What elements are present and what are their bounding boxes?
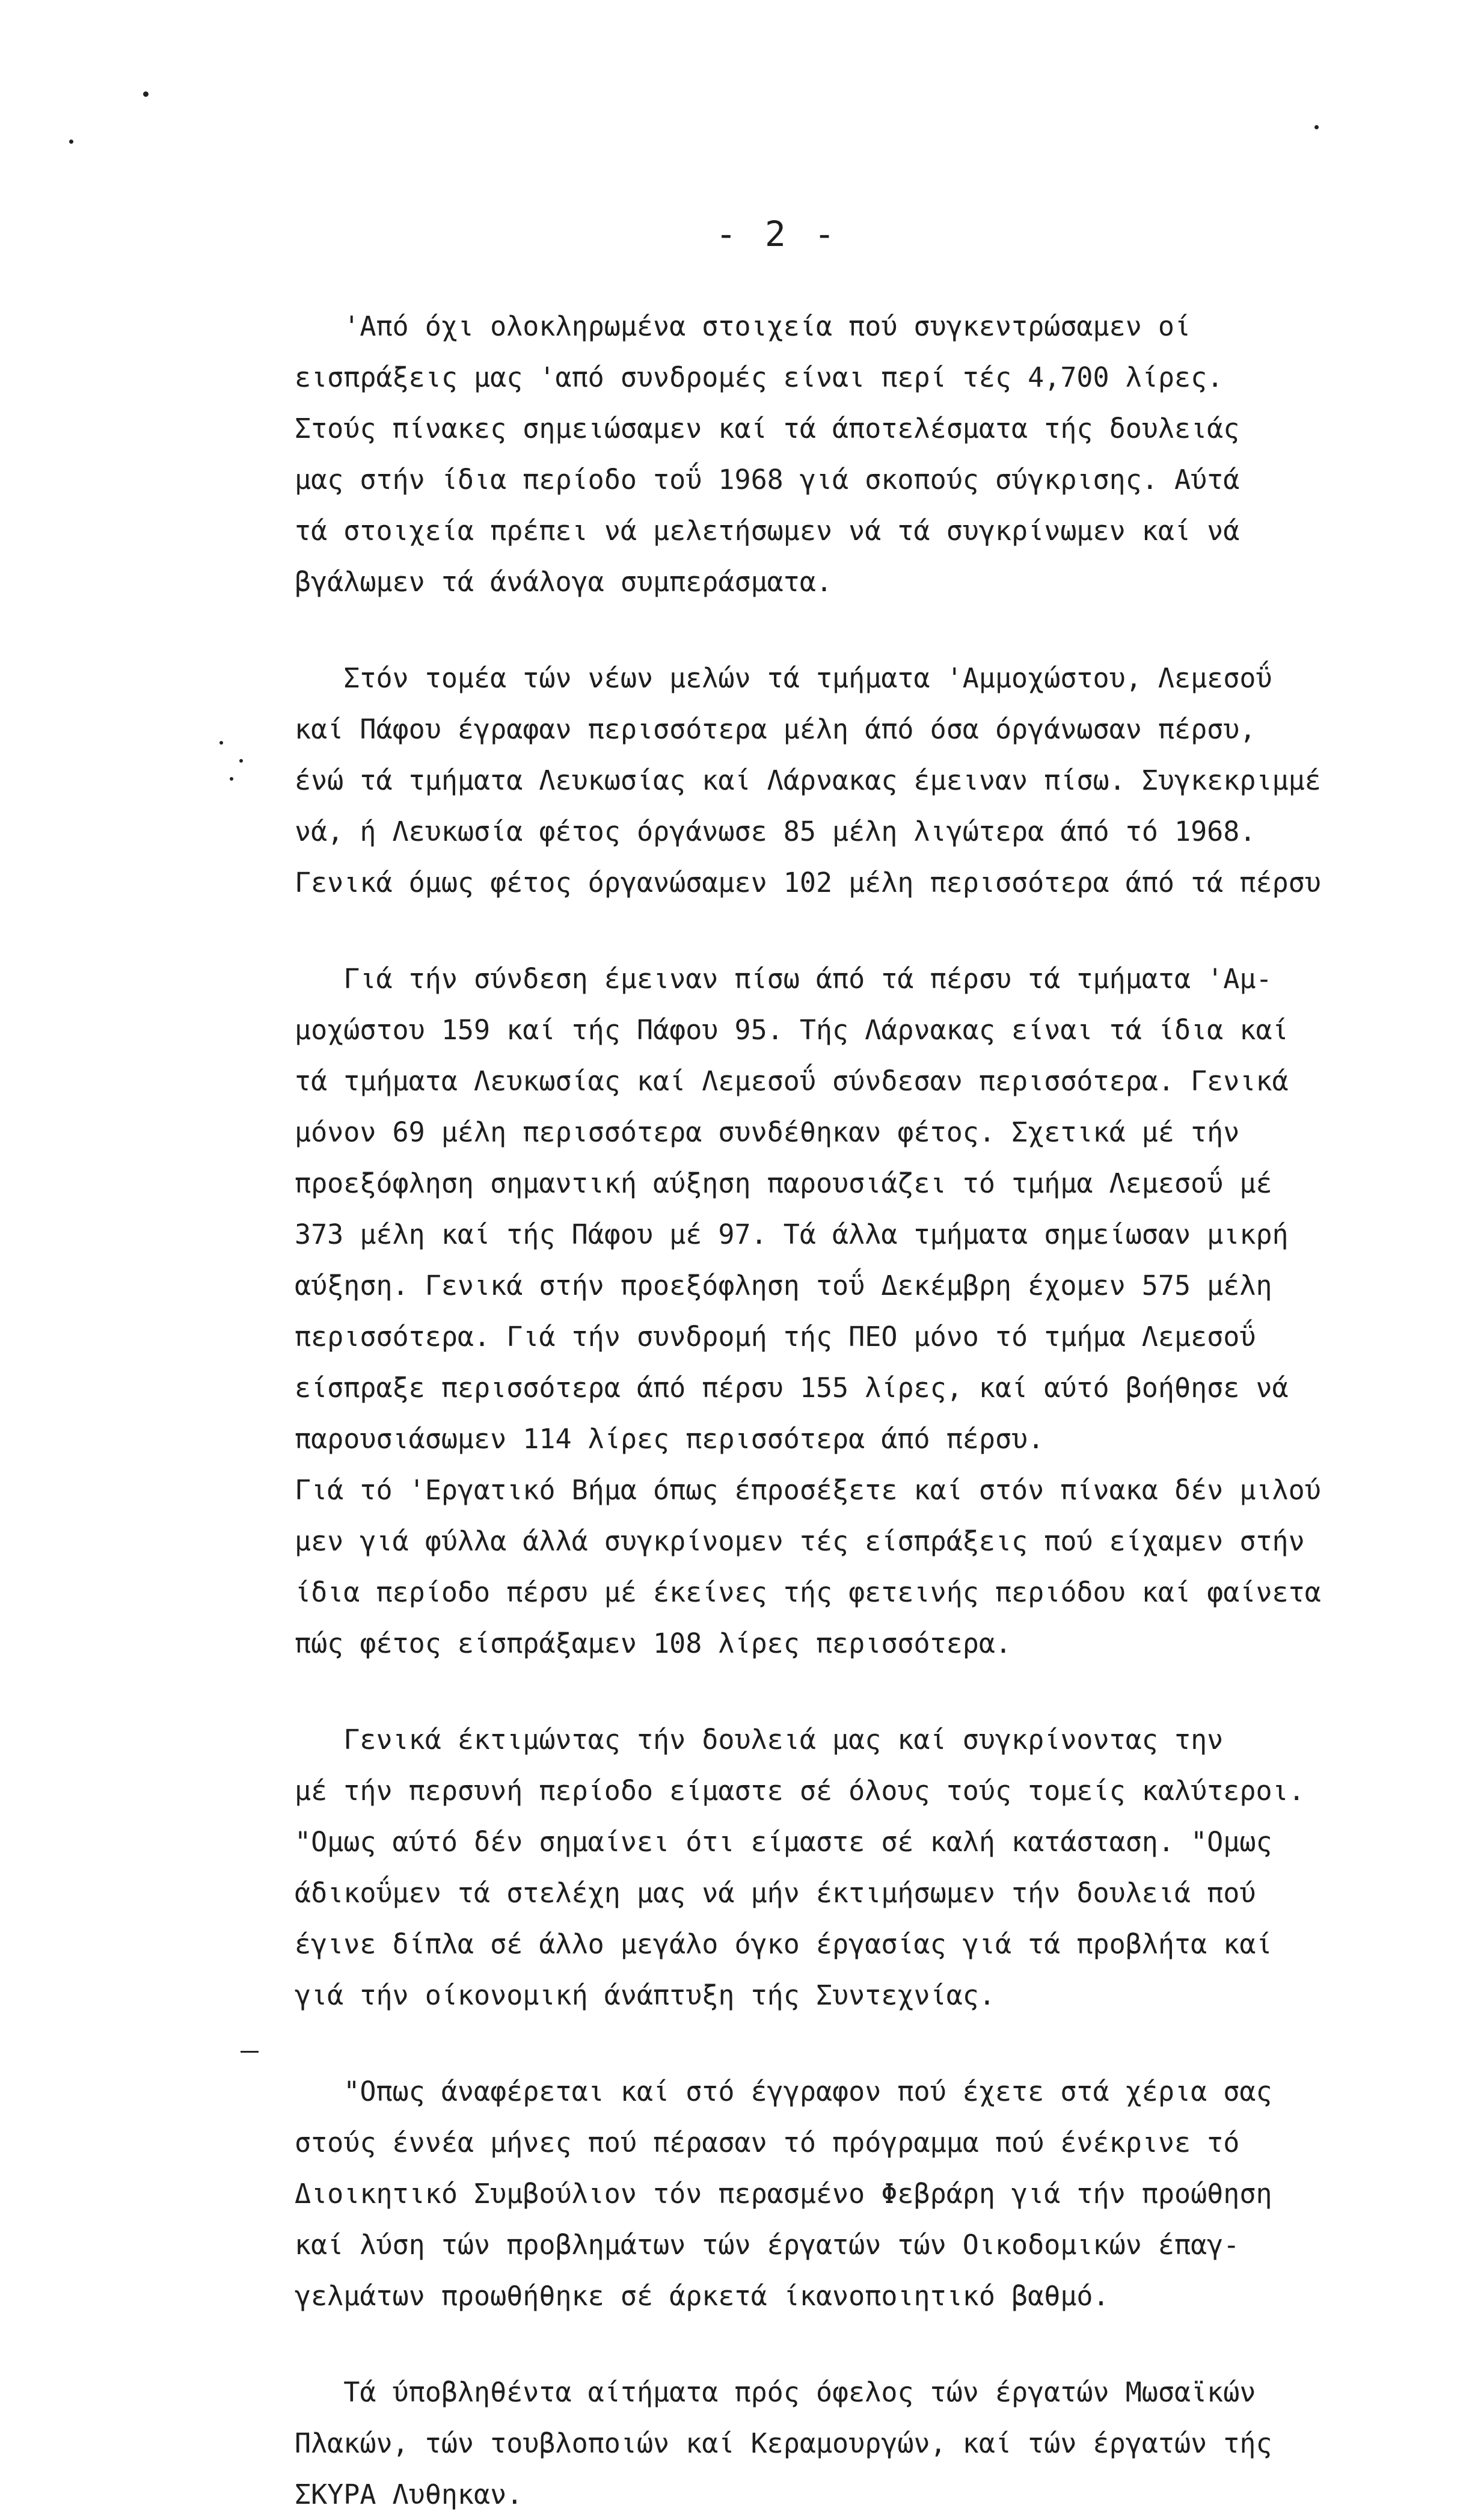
scan-speck xyxy=(69,140,73,144)
text-line: ένώ τά τμήματα Λευκωσίας καί Λάρνακας έμειναν πίσω. Συγκεκριμμέ xyxy=(295,764,1321,796)
text-line: Γενικά όμως φέτος όργανώσαμεν 102 μέλη περισσότερα άπό τά πέρσυ xyxy=(295,867,1321,899)
scan-speck xyxy=(1314,125,1319,129)
text-line: Στούς πίνακες σημειώσαμεν καί τά άποτελέσματα τής δουλειάς xyxy=(295,413,1240,444)
paragraph xyxy=(295,2367,1449,2520)
text-line: νά, ή Λευκωσία φέτος όργάνωσε 85 μέλη λιγώτερα άπό τό 1968. xyxy=(295,816,1256,847)
text-line: μεν γιά φύλλα άλλά συγκρίνομεν τές είσπράξεις πού είχαμεν στήν xyxy=(295,1525,1305,1557)
scan-speck xyxy=(241,2051,259,2053)
text-line: Γενικά έκτιμώντας τήν δουλειά μας καί συγκρίνοντας την xyxy=(295,1724,1224,1756)
paragraph xyxy=(295,2066,1449,2322)
text-line: μόνον 69 μέλη περισσότερα συνδέθηκαν φέτος. Σχετικά μέ τήν xyxy=(295,1116,1240,1148)
text-line: καί Πάφου έγραφαν περισσότερα μέλη άπό όσα όργάνωσαν πέρσυ, xyxy=(295,713,1256,745)
text-line: 'Από όχι ολοκληρωμένα στοιχεία πού συγκεντρώσαμεν οί xyxy=(295,310,1191,342)
text-line: έγινε δίπλα σέ άλλο μεγάλο όγκο έργασίας γιά τά προβλήτα καί xyxy=(295,1928,1272,1960)
text-line: προεξόφληση σημαντική αύξηση παρουσιάζει τό τμήμα Λεμεσοΰ μέ xyxy=(295,1167,1272,1199)
text-line: ίδια περίοδο πέρσυ μέ έκείνες τής φετεινής περιόδου καί φαίνετα xyxy=(295,1576,1321,1608)
scan-speck xyxy=(143,91,149,97)
page-number: - 2 - xyxy=(716,214,839,254)
paragraph xyxy=(295,1714,1449,2021)
text-line: Στόν τομέα τών νέων μελών τά τμήματα 'Αμμοχώστου, Λεμεσοΰ xyxy=(295,662,1272,694)
paragraph xyxy=(295,653,1449,908)
paragraph xyxy=(295,301,1449,607)
text-line: αύξηση. Γενικά στήν προεξόφληση τοΰ Δεκέμβρη έχομεν 575 μέλη xyxy=(295,1270,1272,1301)
text-line: μας στήν ίδια περίοδο τοΰ 1968 γιά σκοπούς σύγκρισης. Αύτά xyxy=(295,464,1240,496)
text-line: τά στοιχεία πρέπει νά μελετήσωμεν νά τά συγκρίνωμεν καί νά xyxy=(295,515,1240,547)
text-line: γιά τήν οίκονομική άνάπτυξη τής Συντεχνίας. xyxy=(295,1979,995,2011)
text-line: παρουσιάσωμεν 114 λίρες περισσότερα άπό πέρσυ. xyxy=(295,1423,1044,1455)
text-line: Τά ύποβληθέντα αίτήματα πρός όφελος τών έργατών Μωσαϊκών xyxy=(295,2376,1256,2408)
scan-speck xyxy=(219,741,223,745)
scan-speck xyxy=(230,777,233,781)
text-line: βγάλωμεν τά άνάλογα συμπεράσματα. xyxy=(295,566,833,598)
text-line: Γιά τό 'Εργατικό Βήμα όπως έπροσέξετε καί στόν πίνακα δέν μιλού xyxy=(295,1474,1321,1506)
text-line: στούς έννέα μήνες πού πέρασαν τό πρόγραμμα πού ένέκρινε τό xyxy=(295,2127,1240,2159)
text-line: περισσότερα. Γιά τήν συνδρομή τής ΠΕΟ μόνο τό τμήμα Λεμεσοΰ xyxy=(295,1321,1256,1353)
text-line: μοχώστου 159 καί τής Πάφου 95. Τής Λάρνακας είναι τά ίδια καί xyxy=(295,1014,1289,1046)
text-line: ΣΚΥΡΑ Λυθηκαν. xyxy=(295,2479,523,2510)
text-line: "Ομως αύτό δέν σημαίνει ότι είμαστε σέ καλή κατάσταση. "Ομως xyxy=(295,1826,1272,1858)
text-line: καί λύση τών προβλημάτων τών έργατών τών Οικοδομικών έπαγ- xyxy=(295,2229,1240,2261)
text-line: Διοικητικό Συμβούλιον τόν περασμένο Φεβράρη γιά τήν προώθηση xyxy=(295,2178,1272,2210)
body-text xyxy=(295,301,1449,2520)
scan-speck xyxy=(239,759,243,763)
text-line: τά τμήματα Λευκωσίας καί Λεμεσοΰ σύνδεσαν περισσότερα. Γενικά xyxy=(295,1065,1289,1097)
paragraph xyxy=(295,953,1449,1669)
text-line: μέ τήν περσυνή περίοδο είμαστε σέ όλους τούς τομείς καλύτεροι. xyxy=(295,1775,1305,1807)
text-line: εισπράξεις μας 'από συνδρομές είναι περί τές 4,700 λίρες. xyxy=(295,361,1224,393)
text-line: πώς φέτος είσπράξαμεν 108 λίρες περισσότερα. xyxy=(295,1627,1012,1659)
text-line: "Οπως άναφέρεται καί στό έγγραφον πού έχετε στά χέρια σας xyxy=(295,2076,1272,2107)
text-line: είσπραξε περισσότερα άπό πέρσυ 155 λίρες, καί αύτό βοήθησε νά xyxy=(295,1372,1289,1404)
text-line: Γιά τήν σύνδεση έμειναν πίσω άπό τά πέρσυ τά τμήματα 'Αμ- xyxy=(295,963,1272,995)
text-line: Πλακών, τών τουβλοποιών καί Κεραμουργών, καί τών έργατών τής xyxy=(295,2427,1272,2459)
text-line: 373 μέλη καί τής Πάφου μέ 97. Τά άλλα τμήματα σημείωσαν μικρή xyxy=(295,1219,1289,1250)
text-line: άδικοΰμεν τά στελέχη μας νά μήν έκτιμήσωμεν τήν δουλειά πού xyxy=(295,1877,1256,1909)
text-line: γελμάτων προωθήθηκε σέ άρκετά ίκανοποιητικό βαθμό. xyxy=(295,2280,1109,2312)
